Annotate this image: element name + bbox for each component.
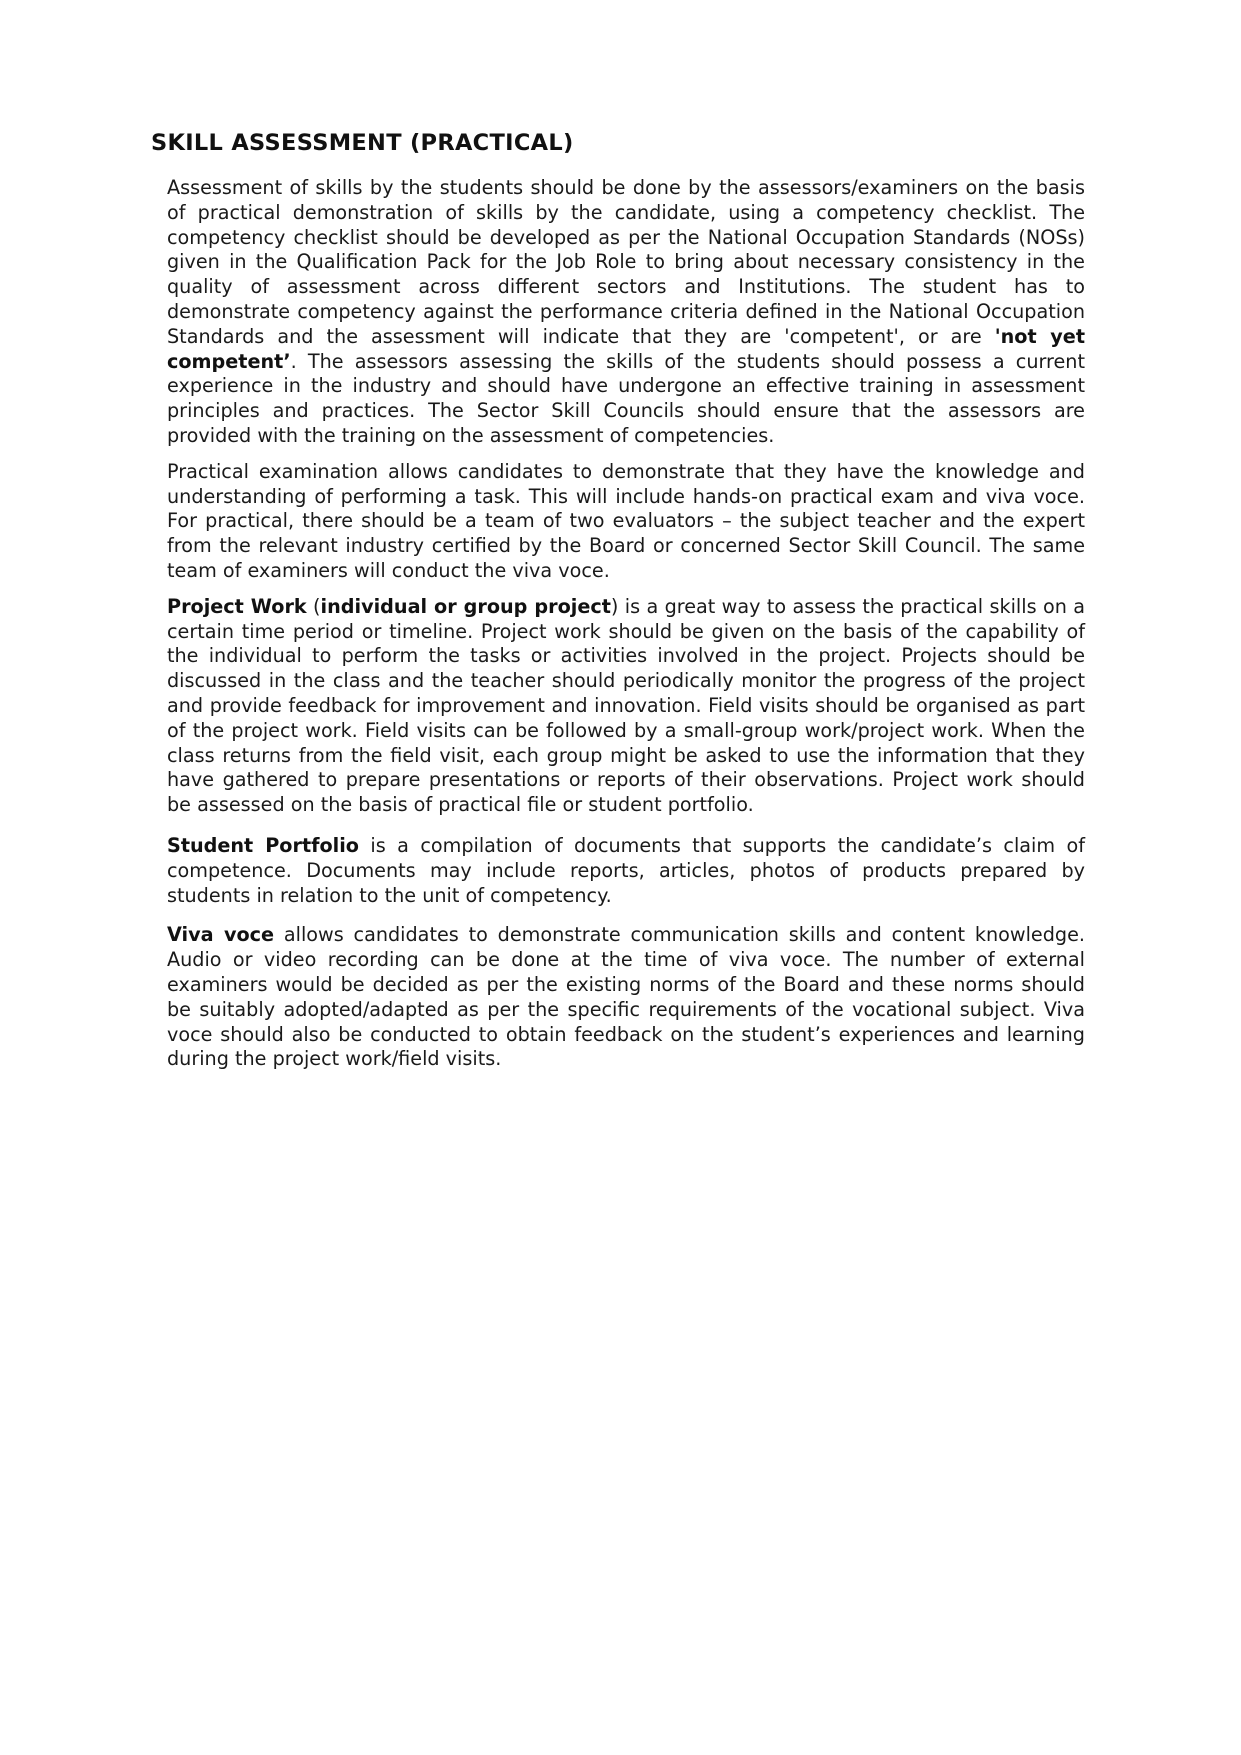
term-viva-voce: Viva voce: [167, 923, 275, 947]
page-title: SKILL ASSESSMENT (PRACTICAL): [151, 130, 574, 156]
paragraph-text: Assessment of skills by the students should be done by the assessors/examiners on the basis of practical demonstration of skills by the candidate, using a competency checklist. The competency checklist should be developed as per the National Occupation Standards (NOSs) given in the Qualification Pack for the Job Role to bring about necessary consistency in the quality of assessment across different sectors and Institutions. The student has to demonstrate competency against the performance criteria defined in the National Occupation Standards and the assessment will indicate that they are 'competent', or are: [167, 176, 1085, 348]
term-student-portfolio: Student Portfolio: [167, 833, 359, 857]
paragraph-practical-examination: Practical examination allows candidates to demonstrate that they have the knowledge and understanding of performing a task. This will include hands-on practical exam and viva voce. For practical, there should be a team of two evaluators – the subject teacher and the expert from the relevant industry certified by the Board or concerned Sector Skill Council. The same team of examiners will conduct the viva voce.: [167, 459, 1085, 582]
paragraph-text: ) is a great way to assess the practical skills on a certain time period or timeline. Project work should be given on the basis of the capability of the individual to perform the tasks or activities involved in the project. Projects should be discussed in the class and the teacher should periodically monitor the progress of the project and provide feedback for improvement and innovation. Field visits should be organised as part of the project work. Field visits can be followed by a small-group work/project work. When the class returns from the field visit, each group might be asked to use the information that they have gathered to prepare presentations or reports of their observations. Project work should be assessed on the basis of practical file or student portfolio.: [167, 594, 1085, 817]
emphasis-not-yet-competent: 'not yet competent’: [167, 324, 1085, 373]
paragraph-student-portfolio: [167, 834, 1085, 908]
paragraph-skill-assessment: [167, 176, 1085, 449]
paragraph-project-work: [167, 595, 1085, 818]
document-body: [167, 176, 1085, 1082]
paragraph-viva-voce: [167, 923, 1085, 1072]
paragraph-text: is a compilation of documents that supports the candidate’s claim of competence. Documents may include reports, articles, photos of products prepared by students in relation to the unit of competency.: [167, 833, 1085, 907]
paragraph-text: . The assessors assessing the skills of the students should possess a current experience in the industry and should have undergone an effective training in assessment principles and practices. The Sector Skill Councils should ensure that the assessors are provided with the training on the assessment of competencies.: [167, 349, 1085, 447]
paragraph-text: (: [306, 594, 321, 618]
paragraph-text: allows candidates to demonstrate communication skills and content knowledge. Audio or video recording can be done at the time of viva voce. The number of external examiners would be decided as per the existing norms of the Board and these norms should be suitably adopted/adapted as per the specific requirements of the vocational subject. Viva voce should also be conducted to obtain feedback on the student’s experiences and learning during the project work/field visits.: [167, 923, 1085, 1071]
term-project-work: Project Work: [167, 594, 307, 618]
emphasis-individual-or-group-project: individual or group project: [320, 594, 611, 618]
